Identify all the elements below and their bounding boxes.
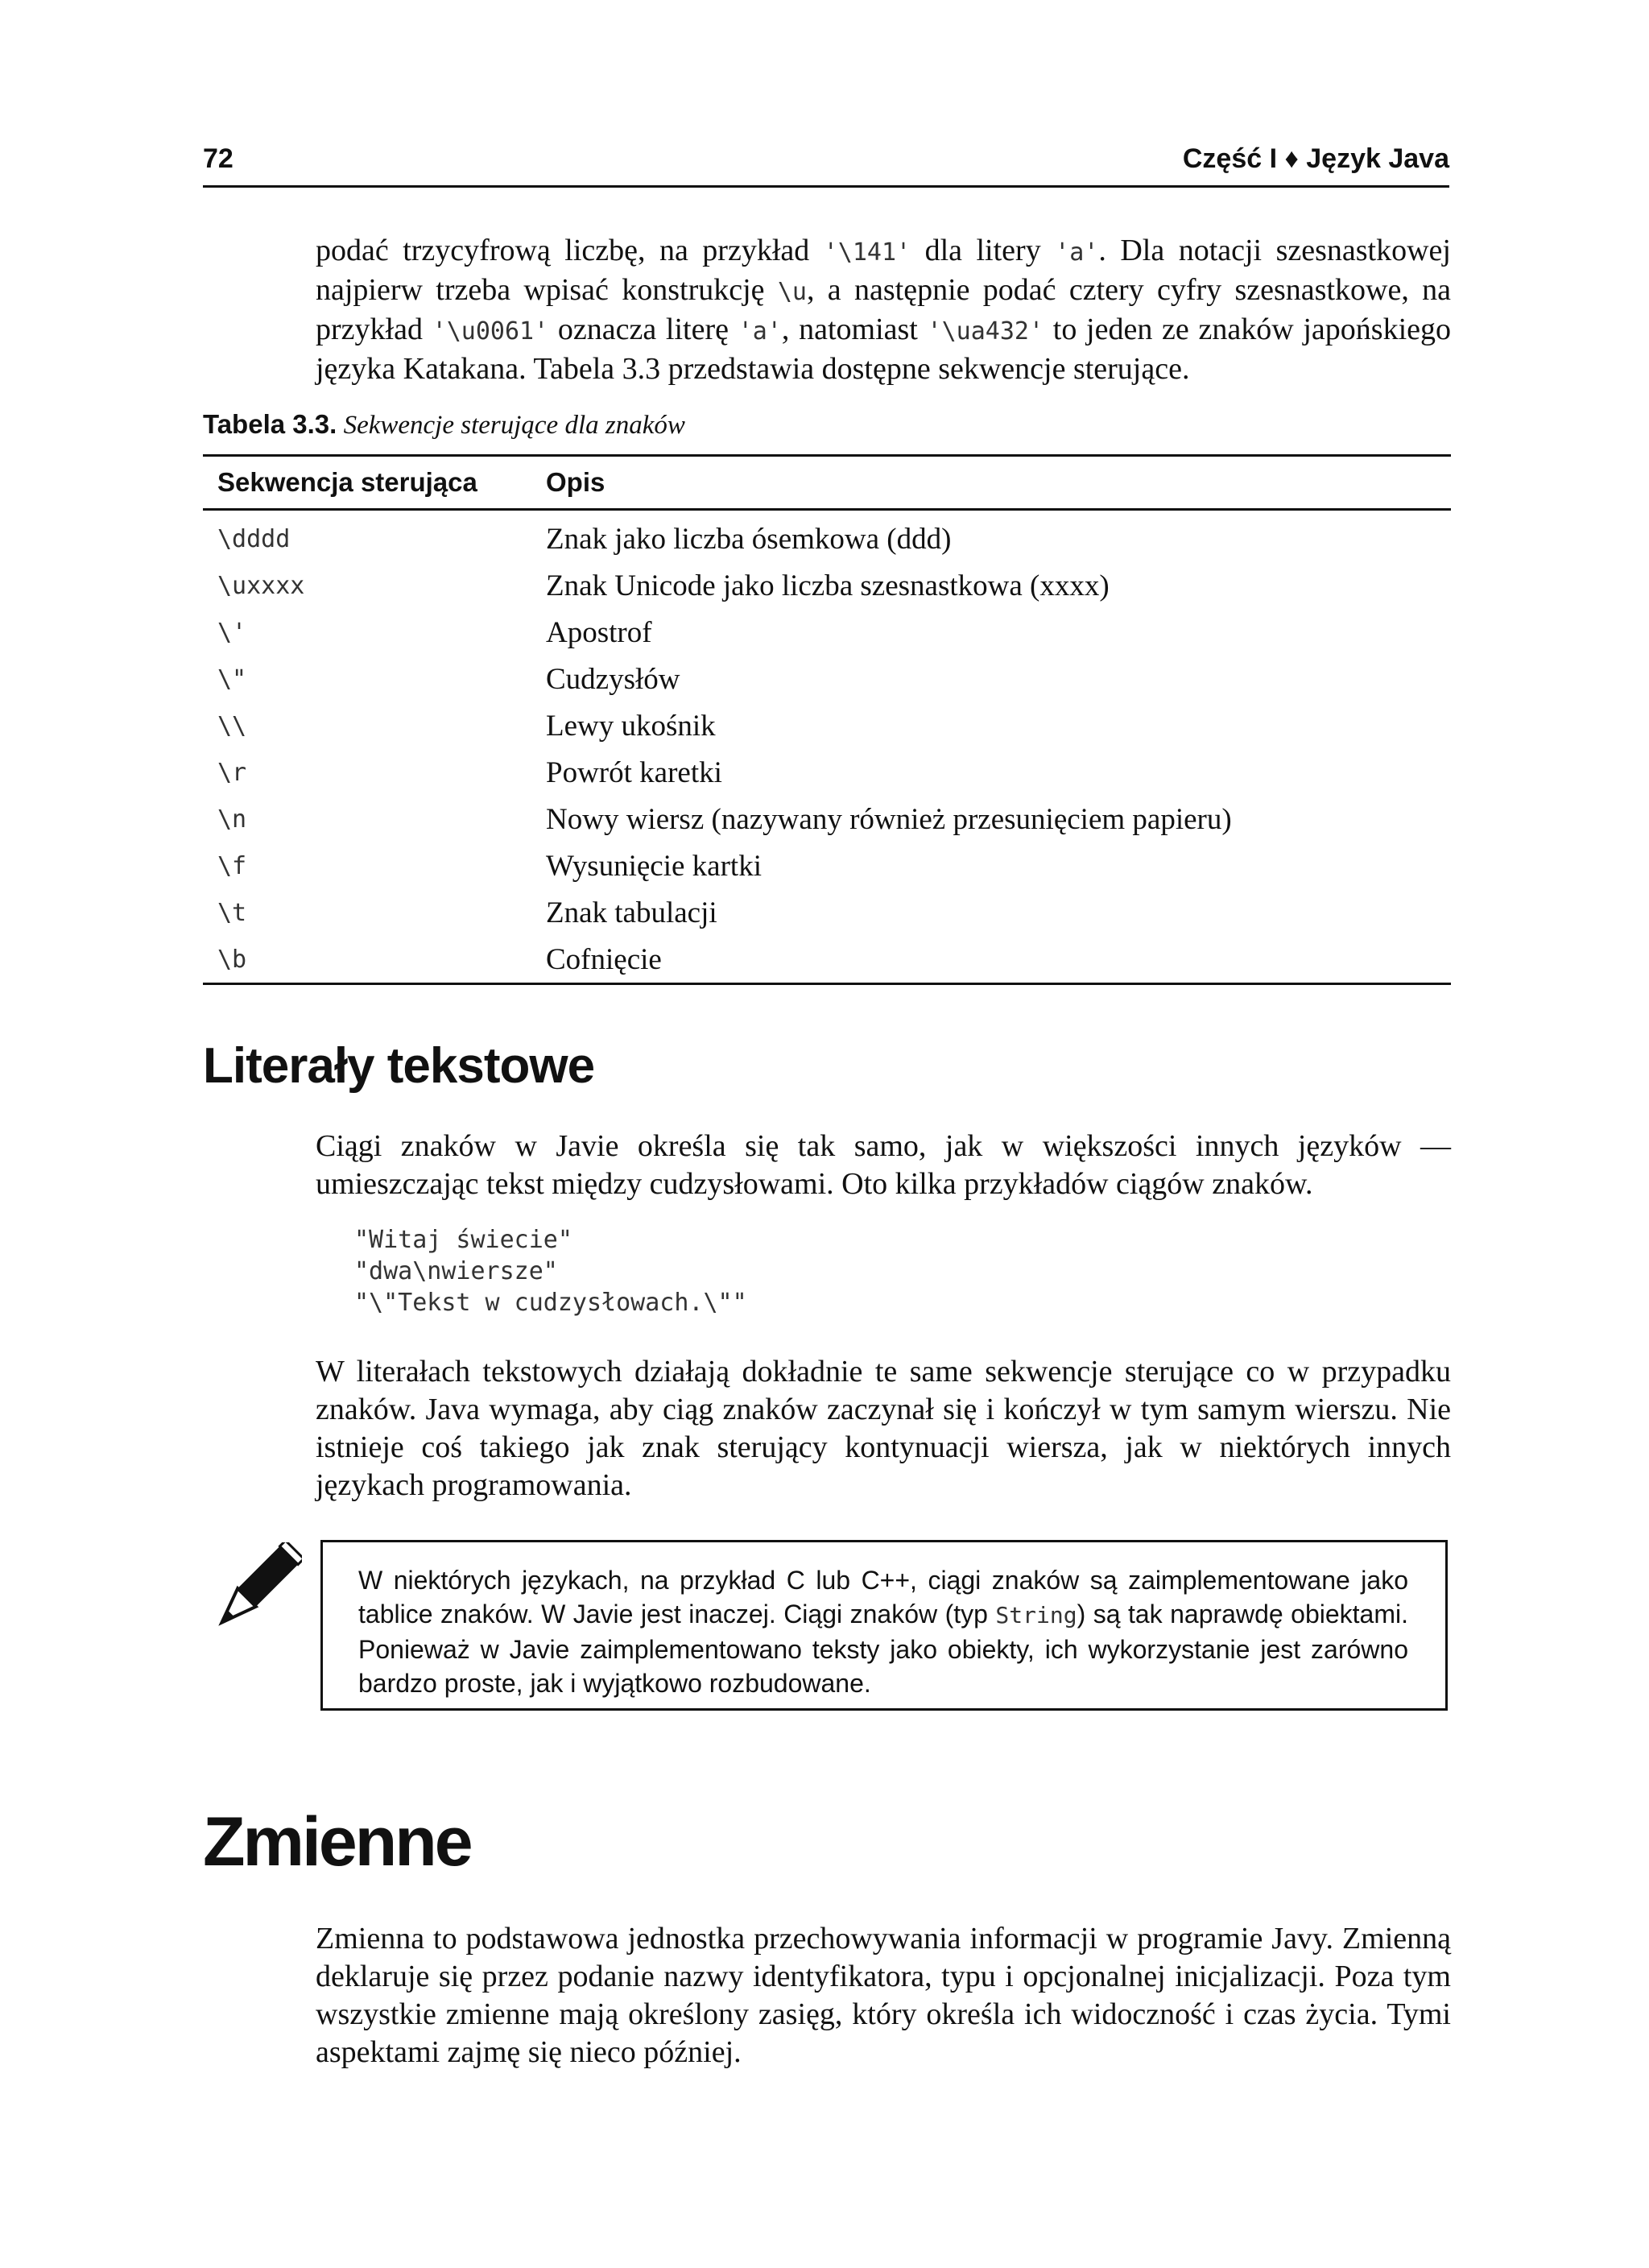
table-label: Tabela 3.3. [203,409,337,439]
code-line: "Witaj świecie" [354,1226,572,1254]
code-example [354,1224,747,1318]
description-cell: Powrót karetki [546,755,722,789]
code-line: "\"Tekst w cudzysłowach.\"" [354,1289,747,1317]
section-heading-variables: Zmienne [203,1803,471,1881]
intro-paragraph [316,232,1451,388]
escape-sequences-table [203,454,1451,985]
note-box [320,1540,1448,1711]
running-head: Część I ♦ Język Java [1182,143,1449,174]
table-row [203,749,1451,796]
inline-code: '\ua432' [927,317,1044,346]
sequence-cell: \uxxxx [217,571,305,600]
note-text [358,1563,1408,1700]
description-cell: Nowy wiersz (nazywany również przesunięciem papieru) [546,802,1232,836]
description-cell: Lewy ukośnik [546,709,716,743]
column-header-sequence: Sekwencja sterująca [203,456,531,510]
table-row [203,796,1451,842]
sequence-cell: \' [217,618,247,647]
string-literals-paragraph: Ciągi znaków w Javie określa się tak samo, jak w większości innych języków — umieszczając tekst między cudzysłowami. Oto kilka przykładów ciągów znaków. [316,1129,1451,1201]
description-cell: Znak Unicode jako liczba szesnastkowa (xxxx) [546,569,1110,602]
inline-code: \u [777,278,807,306]
inline-code: '\u0061' [432,317,549,346]
sequence-cell: \r [217,758,247,787]
table-caption-text: Sekwencje sterujące dla znaków [343,411,685,440]
description-cell: Cofnięcie [546,942,662,976]
inline-code: 'a' [738,317,782,346]
table-row [203,936,1451,984]
variables-paragraph: Zmienna to podstawowa jednostka przechowywania informacji w programie Javy. Zmienną deklaruje się przez podanie nazwy identyfikatora, typu i opcjonalnej inicjalizacji. Poza tym wszystkie zmienne mają określony zasięg, który określa ich widoczność i czas życia. Tymi aspektami zajmę się nieco później. [316,1922,1451,2069]
table-row [203,656,1451,702]
table-row [203,510,1451,563]
sequence-cell: \dddd [217,524,291,553]
note-text-part: ) są tak naprawdę obiektami. Ponieważ w Javie zaimplementowano teksty jako obiekty, ich wykorzystanie jest zarówno bardzo proste, jak i wyjątkowo rozbudowane. [358,1600,1409,1698]
description-cell: Znak jako liczba ósemkowa (ddd) [546,522,952,556]
column-header-description: Opis [531,456,1451,510]
table-row [203,562,1451,609]
table-caption [203,409,685,441]
description-cell: Apostrof [546,615,652,649]
table-row [203,702,1451,749]
sequence-cell: \" [217,664,247,693]
table-row [203,609,1451,656]
pencil-icon [205,1542,302,1639]
sequence-cell: \n [217,805,247,834]
inline-code: String [995,1602,1077,1629]
description-cell: Znak tabulacji [546,896,717,929]
intro-text: . Dla notacji szesnastkowej najpierw trzeba wpisać konstrukcję [316,234,1451,307]
sequence-cell: \b [217,945,247,974]
intro-text: podać trzycyfrową liczbę, na przykład [316,234,824,267]
code-line: "dwa\nwiersze" [354,1257,558,1285]
sequence-cell: \t [217,898,247,927]
section-heading-string-literals: Literały tekstowe [203,1038,595,1094]
description-cell: Wysunięcie kartki [546,849,762,883]
inline-code: '\141' [823,238,911,267]
sequence-cell: \f [217,851,247,880]
intro-text: oznacza literę [548,312,738,346]
sequence-cell: \\ [217,711,247,740]
note-text-part: W niektórych językach, na przykład C lub C++, ciągi znaków są zaimplementowane jako tablice znaków. W Javie jest inaczej. Ciągi znaków (typ [358,1566,1408,1629]
page-header [203,139,1449,188]
table-row [203,889,1451,936]
intro-text: , natomiast [781,312,928,346]
table-header-row [203,456,1451,510]
intro-text: to jeden ze znaków japońskiego języka Katakana. Tabela 3.3 przedstawia dostępne sekwencje sterujące. [316,312,1451,386]
intro-text: dla litery [911,234,1056,267]
inline-code: 'a' [1055,238,1099,267]
description-cell: Cudzysłów [546,662,680,696]
table-row [203,842,1451,889]
page-number: 72 [203,143,234,174]
string-literals-paragraph-2: W literałach tekstowych działają dokładnie te same sekwencje sterujące co w przypadku znaków. Java wymaga, aby ciąg znaków zaczynał się i kończył w tym samym wierszu. Nie istnieje coś takiego jak znak sterujący kontynuacji wiersza, jak w niektórych innych językach programowania. [316,1355,1451,1502]
intro-text: , a następnie podać cztery cyfry szesnastkowe, na przykład [316,273,1452,346]
